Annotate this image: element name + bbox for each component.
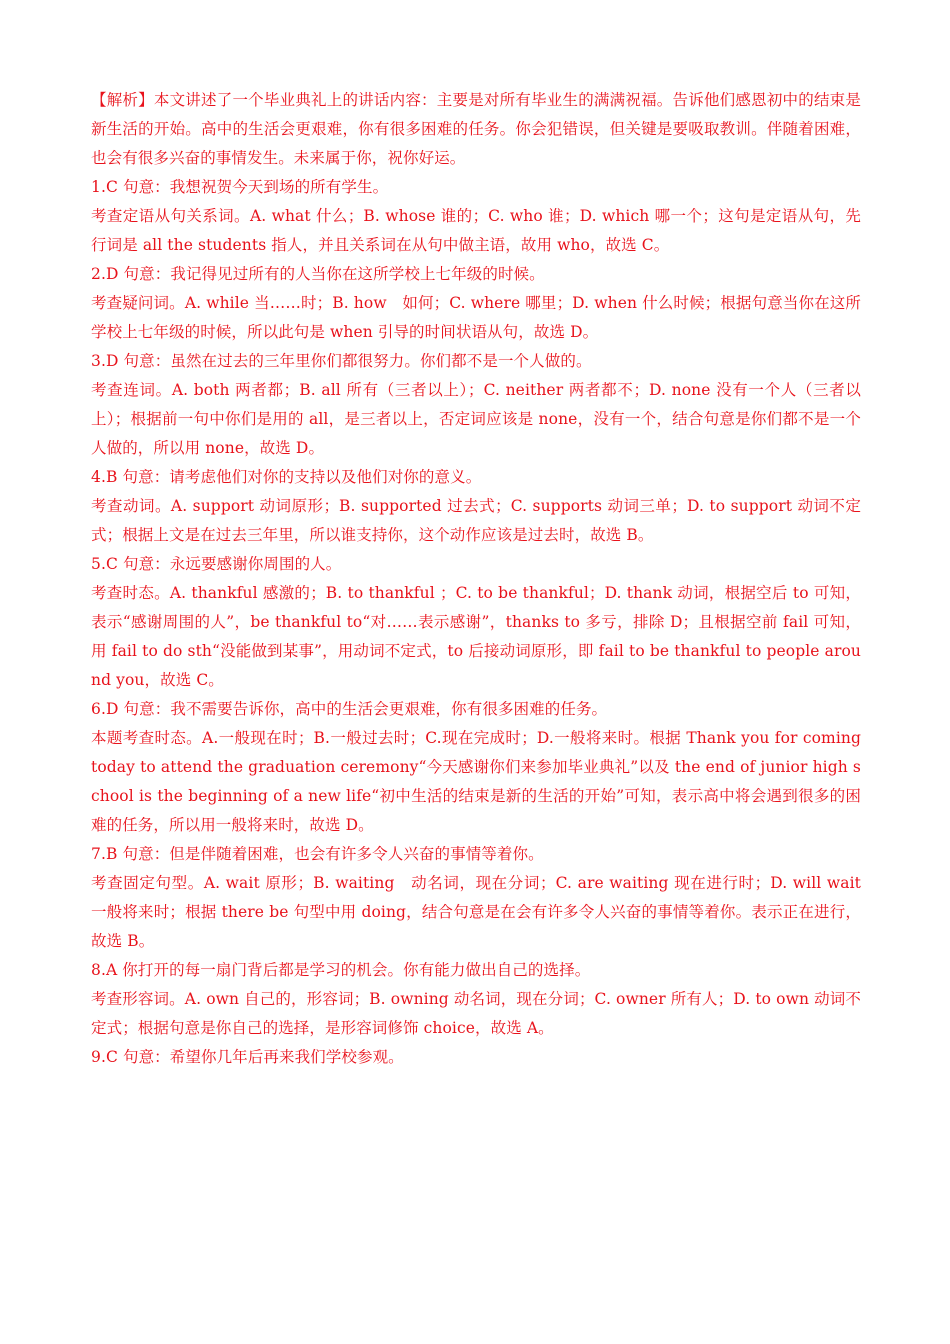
analysis-7: 考查固定句型。A. wait 原形；B. waiting 动名词，现在分词；C. are waiting 现在进行时；D. will wait 一般将来时；根据 there be 句型中用 doing，结合句意是在会有许多令人兴奋的事情等着你。表示正在进行，故选 B。 bbox=[91, 874, 861, 950]
question-5: 5.C 句意：永远要感谢你周围的人。 bbox=[91, 555, 342, 573]
analysis-4: 考查动词。A. support 动词原形；B. supported 过去式；C. supports 动词三单；D. to support 动词不定式；根据上文是在过去三年里，所以谁支持你，这个动作应该是过去时，故选 B。 bbox=[91, 497, 861, 544]
answer-explanation bbox=[91, 86, 861, 1072]
analysis-6: 本题考查时态。A.一般现在时；B.一般过去时；C.现在完成时；D.一般将来时。根据 Thank you for coming today to attend the graduation ceremony“今天感谢你们来参加毕业典礼”以及 the end of junior high school is the beginning of a new life“初中生活的结束是新的生活的开始”可知，表示高中将会遇到很多的困难的任务，所以用一般将来时，故选 D。 bbox=[91, 729, 861, 834]
question-9: 9.C 句意：希望你几年后再来我们学校参观。 bbox=[91, 1048, 404, 1066]
analysis-5: 考查时态。A. thankful 感激的；B. to thankful ；C. to be thankful；D. thank 动词，根据空后 to 可知，表示“感谢周围的人”，be thankful to“对……表示感谢”，thanks to 多亏，排除 D；且根据空前 fail 可知，用 fail to do sth“没能做到某事”，用动词不定式，to 后接动词原形，即 fail to be thankful to people around you，故选 C。 bbox=[91, 584, 861, 689]
question-3: 3.D 句意：虽然在过去的三年里你们都很努力。你们都不是一个人做的。 bbox=[91, 352, 592, 370]
analysis-1: 考查定语从句关系词。A. what 什么；B. whose 谁的；C. who 谁；D. which 哪一个；这句是定语从句，先行词是 all the students 指人，并且关系词在从句中做主语，故用 who，故选 C。 bbox=[91, 207, 861, 254]
question-8: 8.A 你打开的每一扇门背后都是学习的机会。你有能力做出自己的选择。 bbox=[91, 961, 591, 979]
question-2: 2.D 句意：我记得见过所有的人当你在这所学校上七年级的时候。 bbox=[91, 265, 545, 283]
question-7: 7.B 句意：但是伴随着困难，也会有许多令人兴奋的事情等着你。 bbox=[91, 845, 544, 863]
intro-paragraph: 【解析】本文讲述了一个毕业典礼上的讲话内容：主要是对所有毕业生的满满祝福。告诉他们感恩初中的结束是新生活的开始。高中的生活会更艰难，你有很多困难的任务。你会犯错误，但关键是要吸取教训。伴随着困难，也会有很多兴奋的事情发生。未来属于你，祝你好运。 bbox=[91, 91, 861, 167]
analysis-3: 考查连词。A. both 两者都；B. all 所有（三者以上）；C. neither 两者都不；D. none 没有一个人（三者以上）；根据前一句中你们是用的 all，是三者以上，否定词应该是 none，没有一个，结合句意是你们都不是一个人做的，所以用 none，故选 D。 bbox=[91, 381, 861, 457]
question-1: 1.C 句意：我想祝贺今天到场的所有学生。 bbox=[91, 178, 389, 196]
analysis-2: 考查疑问词。A. while 当……时；B. how 如何；C. where 哪里；D. when 什么时候；根据句意当你在这所学校上七年级的时候，所以此句是 when 引导的时间状语从句，故选 D。 bbox=[91, 294, 861, 341]
question-4: 4.B 句意：请考虑他们对你的支持以及他们对你的意义。 bbox=[91, 468, 482, 486]
question-6: 6.D 句意：我不需要告诉你，高中的生活会更艰难，你有很多困难的任务。 bbox=[91, 700, 608, 718]
analysis-8: 考查形容词。A. own 自己的，形容词；B. owning 动名词，现在分词；C. owner 所有人；D. to own 动词不定式；根据句意是你自己的选择，是形容词修饰 choice，故选 A。 bbox=[91, 990, 861, 1037]
